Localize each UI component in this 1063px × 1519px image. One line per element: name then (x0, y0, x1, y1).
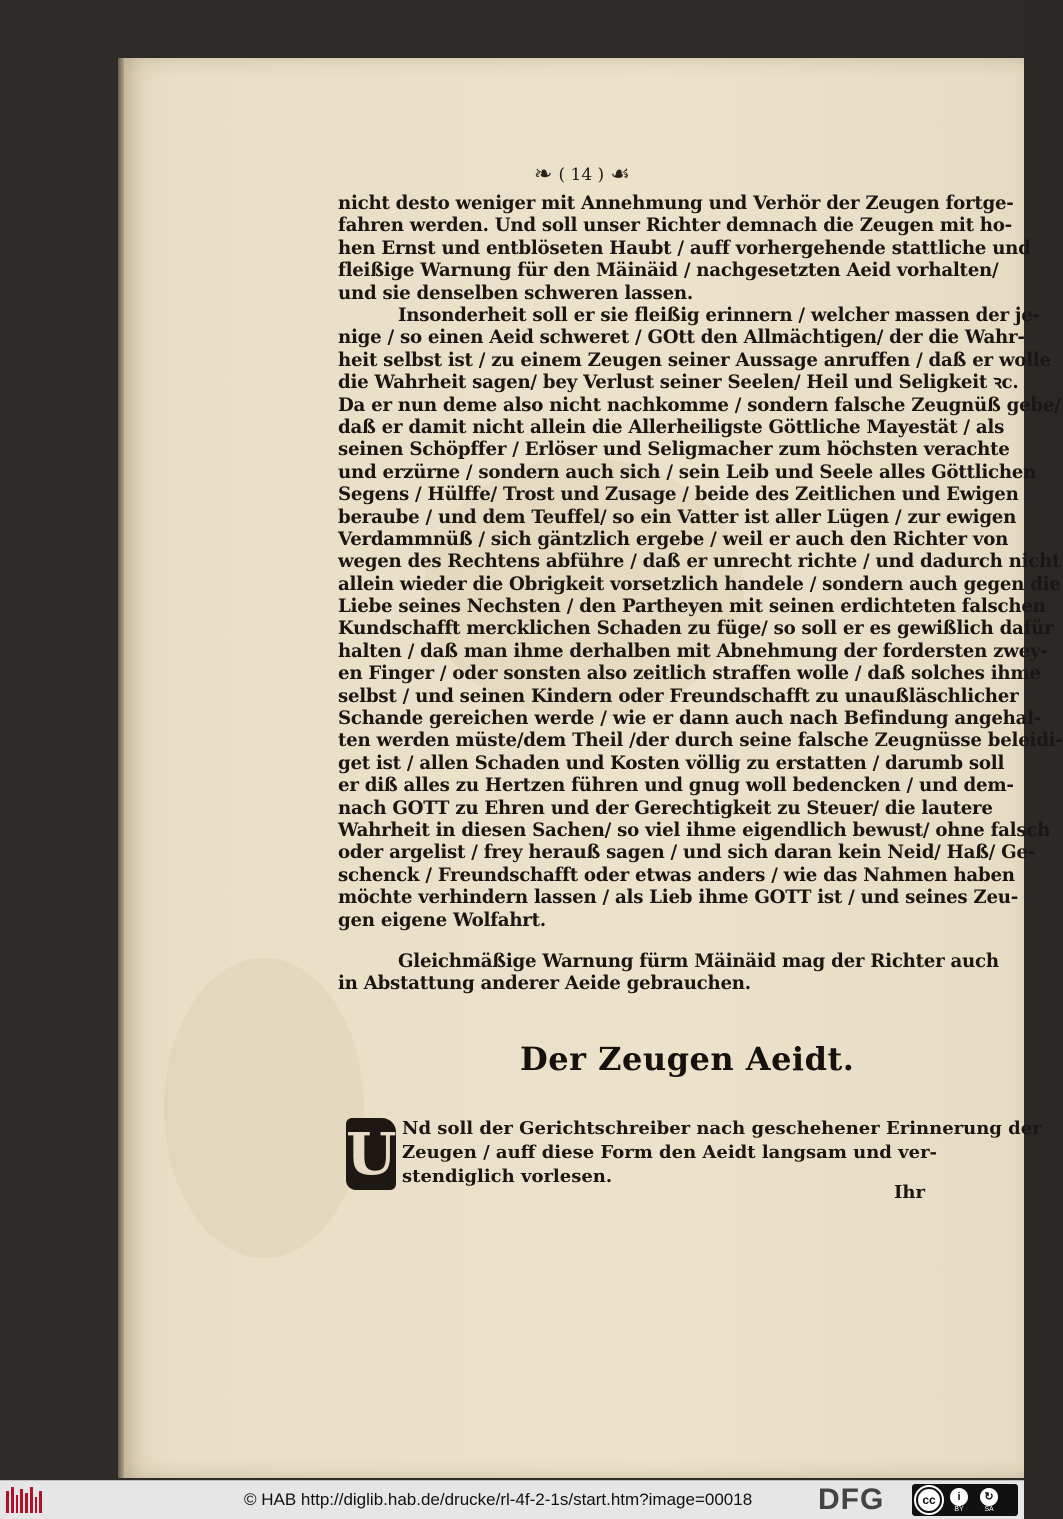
share-alike-icon: ↻ (980, 1488, 998, 1506)
text-line: möchte verhindern lassen / als Lieb ihme GOTT ist / und seines Zeu- (338, 887, 1019, 909)
text-line: nach GOTT zu Ehren und der Gerechtigkeit zu Steuer/ die lautere (338, 797, 993, 819)
text-line: Verdammnüß / sich gäntzlich ergebe / weil er auch den Richter von (338, 528, 1009, 550)
page-number: ( 14 ) (558, 165, 605, 185)
text-line: Kundschafft mercklichen Schaden zu füge/ so soll er es gewißlich dafür (338, 618, 1054, 640)
text-line: selbst / und seinen Kindern oder Freundschafft zu unaußläschlicher (338, 685, 1019, 707)
text-line: Gleichmäßige Warnung fürm Mäinäid mag der Richter auch (398, 951, 999, 972)
text-line: seinen Schöpffer / Erlöser und Seligmacher zum höchsten verachte (338, 439, 1010, 461)
text-line: allein wieder die Obrigkeit vorsetzlich handele / sondern auch gegen die (338, 573, 1061, 595)
paragraph-1 (338, 193, 1031, 305)
footer-bar (0, 1480, 1024, 1519)
dfg-logo[interactable]: DFG (818, 1483, 885, 1516)
text-line: stendiglich vorlesen. (402, 1166, 613, 1187)
cc-icon: cc (916, 1487, 942, 1513)
ornament-right-icon: ☙ (610, 162, 630, 187)
text-line: Liebe seines Nechsten / den Partheyen mit seinen erdichteten falschen (338, 596, 1046, 618)
text-line: get ist / allen Schaden und Kosten völlig zu erstatten / darumb soll (338, 752, 1005, 774)
text-line: Nd soll der Gerichtschreiber nach geschehener Erinnerung der (402, 1118, 1042, 1139)
catchword: Ihr (894, 1182, 925, 1203)
text-line: en Finger / oder sonsten also zeitlich straffen wolle / daß solches ihme (338, 663, 1041, 685)
text-line: Wahrheit in diesen Sachen/ so viel ihme eigendlich bewust/ ohne falsch (338, 819, 1051, 841)
text-line: in Abstattung anderer Aeide gebrauchen. (338, 973, 751, 995)
by-label: BY (954, 1505, 964, 1513)
text-line: er diß alles zu Hertzen führen und gnug woll bedencken / und dem- (338, 775, 1014, 797)
text-line: hen Ernst und entblöseten Haubt / auff vorhergehende stattliche und (338, 237, 1031, 259)
text-line: fahren werden. Und soll unser Richter demnach die Zeugen mit ho- (338, 215, 1012, 237)
ornament-left-icon: ❧ (534, 162, 553, 187)
text-line: fleißige Warnung für den Mäinäid / nachgesetzten Aeid vorhalten/ (338, 260, 999, 282)
text-line: gen eigene Wolfahrt. (338, 909, 546, 931)
text-line: wegen des Rechtens abführe / daß er unrecht richte / und dadurch nicht (338, 551, 1061, 573)
text-line: oder argelist / frey herauß sagen / und sich daran kein Neid/ Haß/ Ge- (338, 842, 1036, 864)
decorated-initial: U (346, 1120, 397, 1188)
cc-license-badge[interactable] (912, 1484, 1018, 1516)
copyright-link[interactable]: © HAB http://diglib.hab.de/drucke/rl-4f-2-1s/start.htm?image=00018 (244, 1490, 753, 1509)
page-header (462, 160, 702, 190)
text-line: Insonderheit soll er sie fleißig erinnern / welcher massen der je- (398, 305, 1040, 326)
hab-logo-icon[interactable] (6, 1487, 42, 1513)
paper-stain (164, 958, 364, 1258)
text-line: und erzürne / sondern auch sich / sein Leib und Seele alles Göttlichen (338, 461, 1037, 483)
text-line: Da er nun deme also nicht nachkomme / sondern falsche Zeugnüß gebe/ (338, 394, 1061, 416)
text-line: daß er damit nicht allein die Allerheiligste Göttliche Mayestät / als (338, 416, 1005, 438)
person-icon: i (950, 1488, 968, 1506)
section-title: Der Zeugen Aeidt. (520, 1040, 855, 1078)
text-line: Segens / Hülffe/ Trost und Zusage / beide des Zeitlichen und Ewigen (338, 484, 1019, 506)
paragraph-4 (402, 1117, 1042, 1189)
text-line: nicht desto weniger mit Annehmung und Verhör der Zeugen fortge- (338, 193, 1014, 214)
text-line: und sie denselben schweren lassen. (338, 282, 693, 304)
text-line: Zeugen / auff diese Form den Aeidt langsam und ver- (402, 1142, 938, 1163)
text-line: halten / daß man ihme derhalben mit Abnehmung der fordersten zwey- (338, 640, 1048, 662)
paragraph-2 (338, 305, 1063, 932)
text-line: ten werden müste/dem Theil /der durch seine falsche Zeugnüsse beleidi- (338, 730, 1063, 752)
sa-label: SA (984, 1505, 994, 1513)
text-line: nige / so einen Aeid schweret / GOtt den Allmächtigen/ der die Wahr- (338, 327, 1025, 349)
paragraph-3 (338, 951, 999, 996)
text-line: die Wahrheit sagen/ bey Verlust seiner Seelen/ Heil und Seligkeit ꝛc. (338, 372, 1019, 394)
text-line: heit selbst ist / zu einem Zeugen seiner Aussage anruffen / daß er wolle (338, 349, 1051, 371)
text-line: beraube / und dem Teuffel/ so ein Vatter ist aller Lügen / zur ewigen (338, 506, 1017, 528)
text-line: schenck / Freundschafft oder etwas anders / wie das Nahmen haben (338, 864, 1015, 886)
sa-sharealike (976, 1487, 1002, 1513)
text-line: Schande gereichen werde / wie er dann auch nach Befindung angehal- (338, 708, 1042, 730)
by-attribution (946, 1487, 972, 1513)
